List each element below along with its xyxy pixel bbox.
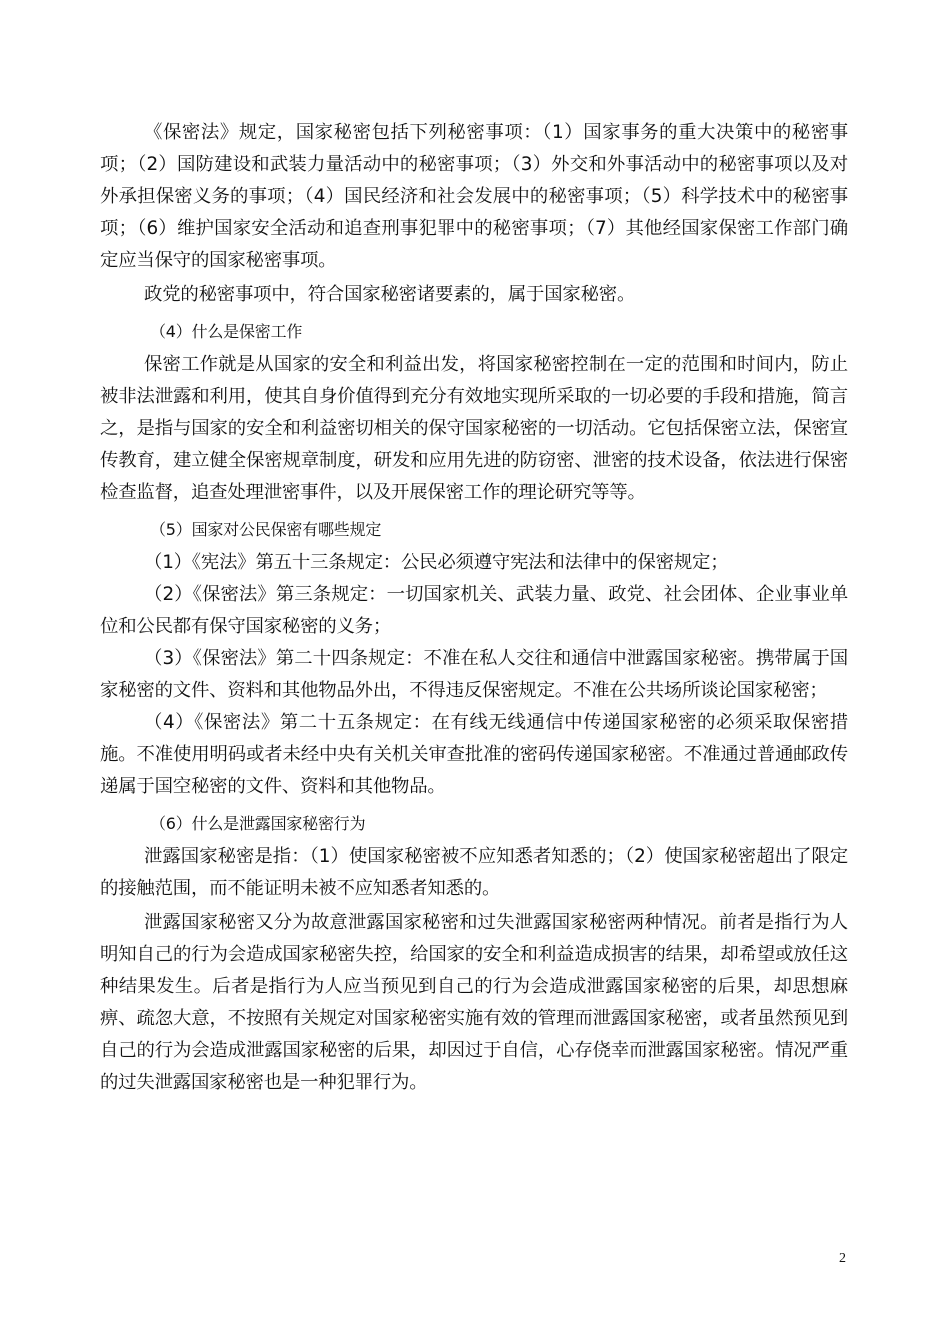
paragraph-party-secrets: 政党的秘密事项中，符合国家秘密诸要素的，属于国家秘密。 xyxy=(144,284,636,305)
section-heading-4: （4）什么是保密工作 xyxy=(150,322,303,341)
paragraph-confidentiality-work: 保密工作就是从国家的安全和利益出发，将国家秘密控制在一定的范围和时间内，防止被非法泄露和利用，使其自身价值得到充分有效地实现所采取的一切必要的手段和措施，简言之，是指与国家的安全和利益密切相关的保守国家秘密的一切活动。它包括保密立法，保密宣传教育，建立健全保密规章制度，研发和应用先进的防窃密、泄密的技术设备，依法进行保密检查监督，追查处理泄密事件，以及开展保密工作的理论研究等等。 xyxy=(100,354,848,503)
page-number: 2 xyxy=(839,1251,846,1266)
document-body xyxy=(100,117,848,1099)
paragraph-leak-types: 泄露国家秘密又分为故意泄露国家秘密和过失泄露国家秘密两种情况。前者是指行为人明知自己的行为会造成国家秘密失控，给国家的安全和利益造成损害的结果，却希望或放任这种结果发生。后者是指行为人应当预见到自己的行为会造成泄露国家秘密的后果，却思想麻痹、疏忽大意，不按照有关规定对国家秘密实施有效的管理而泄露国家秘密，或者虽然预见到自己的行为会造成泄露国家秘密的后果，却因过于自信，心存侥幸而泄露国家秘密。情况严重的过失泄露国家秘密也是一种犯罪行为。 xyxy=(100,912,848,1093)
list-item-constitution: （1）《宪法》第五十三条规定：公民必须遵守宪法和法律中的保密规定； xyxy=(144,552,729,573)
section-heading-6: （6）什么是泄露国家秘密行为 xyxy=(150,814,366,833)
list-item-article-3: （2）《保密法》第三条规定：一切国家机关、武装力量、政党、社会团体、企业事业单位和公民都有保守国家秘密的义务； xyxy=(100,584,848,637)
paragraph-secret-categories: 《保密法》规定，国家秘密包括下列秘密事项：（1）国家事务的重大决策中的秘密事项；（2）国防建设和武装力量活动中的秘密事项；（3）外交和外事活动中的秘密事项以及对外承担保密义务的事项；（4）国民经济和社会发展中的秘密事项；（5）科学技术中的秘密事项；（6）维护国家安全活动和追查刑事犯罪中的秘密事项；（7）其他经国家保密工作部门确定应当保守的国家秘密事项。 xyxy=(100,122,848,271)
list-item-article-25: （4）《保密法》第二十五条规定：在有线无线通信中传递国家秘密的必须采取保密措施。不准使用明码或者未经中央有关机关审查批准的密码传递国家秘密。不准通过普通邮政传递属于国空秘密的文件、资料和其他物品。 xyxy=(100,712,848,797)
paragraph-leak-definition: 泄露国家秘密是指：（1）使国家秘密被不应知悉者知悉的；（2）使国家秘密超出了限定的接触范围，而不能证明未被不应知悉者知悉的。 xyxy=(100,846,848,899)
list-item-article-24: （3）《保密法》第二十四条规定：不准在私人交往和通信中泄露国家秘密。携带属于国家秘密的文件、资料和其他物品外出，不得违反保密规定。不准在公共场所谈论国家秘密； xyxy=(100,648,848,701)
section-heading-5: （5）国家对公民保密有哪些规定 xyxy=(150,520,382,539)
